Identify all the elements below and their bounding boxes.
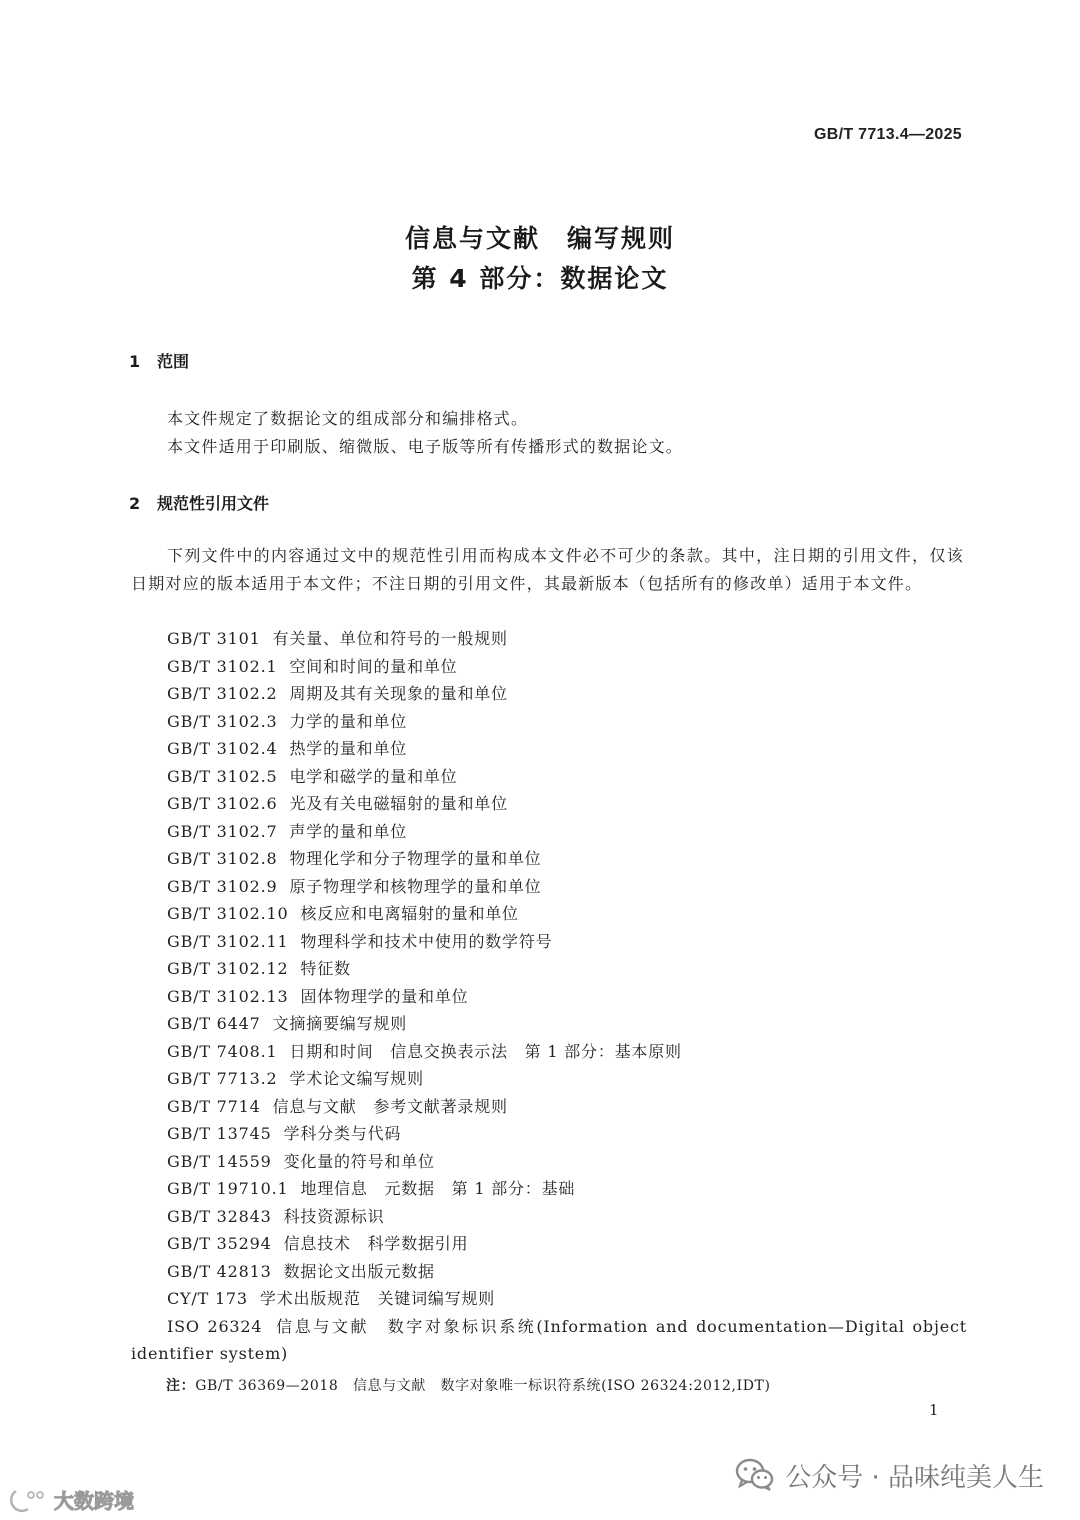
reference-title: 力学的量和单位 xyxy=(289,711,408,731)
reference-code: GB/T 32843 xyxy=(167,1206,272,1226)
reference-title: 变化量的符号和单位 xyxy=(283,1151,435,1171)
reference-code: GB/T 7408.1 xyxy=(167,1041,278,1061)
reference-code: GB/T 3102.13 xyxy=(167,986,289,1006)
reference-code: ISO 26324 xyxy=(167,1316,263,1336)
reference-note xyxy=(166,1375,771,1395)
reference-item xyxy=(131,1148,967,1176)
reference-title: 声学的量和单位 xyxy=(289,821,408,841)
reference-title: 日期和时间 信息交换表示法 第 1 部分：基本原则 xyxy=(289,1041,682,1061)
reference-code: CY/T 173 xyxy=(167,1289,248,1308)
reference-code: GB/T 3102.8 xyxy=(167,849,278,868)
reference-code: GB/T 3102.5 xyxy=(167,766,278,786)
section-heading-scope xyxy=(129,349,189,372)
note-label: 注： xyxy=(166,1378,196,1394)
paragraph: 本文件适用于印刷版、缩微版、电子版等所有传播形式的数据论文。 xyxy=(167,437,684,456)
reference-title: 核反应和电离辐射的量和单位 xyxy=(300,904,519,923)
reference-item xyxy=(131,1258,967,1286)
reference-item xyxy=(131,680,967,708)
document-subtitle: 第 4 部分：数据论文 xyxy=(411,264,669,293)
reference-title: 电学和磁学的量和单位 xyxy=(289,766,458,786)
reference-title: 信息与文献 数字对象标识系统(Information and documentation—Digital object identifier system) xyxy=(131,1316,967,1363)
standard-code: GB/T 7713.4—2025 xyxy=(814,126,962,143)
reference-code: GB/T 3102.11 xyxy=(167,931,289,951)
reference-code: GB/T 6447 xyxy=(167,1014,261,1033)
reference-title: 科技资源标识 xyxy=(283,1206,385,1226)
logo-ring-icon xyxy=(10,1485,50,1513)
reference-code: GB/T 3102.9 xyxy=(167,876,278,896)
reference-title: 物理科学和技术中使用的数学符号 xyxy=(300,931,553,951)
reference-title: 光及有关电磁辐射的量和单位 xyxy=(289,794,508,813)
reference-title: 学术出版规范 关键词编写规则 xyxy=(259,1289,496,1308)
section-title: 规范性引用文件 xyxy=(157,494,270,513)
section-heading-normative-references xyxy=(129,491,269,514)
reference-title: 物理化学和分子物理学的量和单位 xyxy=(289,849,542,868)
reference-item xyxy=(131,708,967,736)
paragraph: 本文件规定了数据论文的组成部分和编排格式。 xyxy=(167,409,529,428)
reference-title: 热学的量和单位 xyxy=(289,739,408,758)
reference-title: 文摘摘要编写规则 xyxy=(272,1014,408,1033)
reference-code: GB/T 35294 xyxy=(167,1234,272,1253)
reference-code: GB/T 3102.4 xyxy=(167,739,278,758)
reference-item xyxy=(131,790,967,818)
reference-code: GB/T 3102.6 xyxy=(167,794,278,813)
reference-title: 信息与文献 参考文献著录规则 xyxy=(272,1096,508,1116)
reference-code: GB/T 19710.1 xyxy=(167,1179,289,1198)
reference-item xyxy=(131,818,967,846)
reference-item xyxy=(131,1038,967,1066)
section-number: 1 xyxy=(129,352,141,371)
reference-item xyxy=(131,900,967,928)
reference-code: GB/T 7713.2 xyxy=(167,1069,278,1088)
watermark-brand-text: 大数跨境 xyxy=(54,1488,134,1513)
reference-title: 信息技术 科学数据引用 xyxy=(283,1234,469,1253)
section-number: 2 xyxy=(129,494,141,513)
reference-item xyxy=(131,1120,967,1148)
reference-item xyxy=(131,1010,967,1038)
reference-list xyxy=(131,625,967,1368)
reference-code: GB/T 3102.12 xyxy=(167,959,289,978)
reference-item xyxy=(131,983,967,1011)
reference-code: GB/T 3102.7 xyxy=(167,821,278,841)
reference-item xyxy=(131,1285,967,1313)
wechat-icon xyxy=(735,1458,775,1492)
paragraph: 下列文件中的内容通过文中的规范性引用而构成本文件必不可少的条款。其中，注日期的引用文件，仅该日期对应的版本适用于本文件；不注日期的引用文件，其最新版本（包括所有的修改单）适用于本文件。 xyxy=(131,546,964,593)
page-number: 1 xyxy=(929,1401,939,1419)
reference-code: GB/T 14559 xyxy=(167,1151,272,1171)
reference-title: 数据论文出版元数据 xyxy=(283,1261,435,1281)
reference-code: GB/T 42813 xyxy=(167,1261,272,1281)
reference-code: GB/T 3102.2 xyxy=(167,684,278,703)
watermark-brand xyxy=(10,1484,134,1514)
reference-title: 原子物理学和核物理学的量和单位 xyxy=(289,876,542,896)
reference-title: 特征数 xyxy=(300,959,351,978)
reference-item xyxy=(131,928,967,956)
reference-item xyxy=(131,1313,967,1368)
reference-item xyxy=(131,1093,967,1121)
reference-title: 地理信息 元数据 第 1 部分：基础 xyxy=(300,1179,576,1198)
reference-item xyxy=(131,955,967,983)
reference-title: 学术论文编写规则 xyxy=(289,1069,424,1088)
reference-item xyxy=(131,1175,967,1203)
reference-item xyxy=(131,873,967,901)
document-title: 信息与文献 编写规则 xyxy=(404,224,675,253)
reference-item xyxy=(131,1230,967,1258)
reference-item xyxy=(131,845,967,873)
reference-title: 空间和时间的量和单位 xyxy=(289,656,458,676)
reference-code: GB/T 3102.1 xyxy=(167,656,278,676)
reference-item xyxy=(131,1203,967,1231)
note-text: GB/T 36369—2018 信息与文献 数字对象唯一标识符系统(ISO 26324:2012,IDT) xyxy=(195,1378,771,1394)
section-title: 范围 xyxy=(157,352,190,371)
reference-title: 固体物理学的量和单位 xyxy=(300,986,469,1006)
reference-item xyxy=(131,763,967,791)
watermark-account-text: 公众号 · 品味纯美人生 xyxy=(785,1462,1044,1493)
reference-code: GB/T 7714 xyxy=(167,1096,261,1116)
reference-code: GB/T 3102.3 xyxy=(167,711,278,731)
reference-title: 学科分类与代码 xyxy=(283,1124,402,1143)
reference-item xyxy=(131,735,967,763)
reference-item xyxy=(131,625,967,653)
reference-code: GB/T 3102.10 xyxy=(167,904,289,923)
reference-item xyxy=(131,653,967,681)
watermark-account xyxy=(735,1455,1044,1495)
reference-title: 有关量、单位和符号的一般规则 xyxy=(272,629,508,648)
reference-item xyxy=(131,1065,967,1093)
reference-title: 周期及其有关现象的量和单位 xyxy=(289,684,508,703)
reference-code: GB/T 3101 xyxy=(167,629,261,648)
reference-code: GB/T 13745 xyxy=(167,1124,272,1143)
